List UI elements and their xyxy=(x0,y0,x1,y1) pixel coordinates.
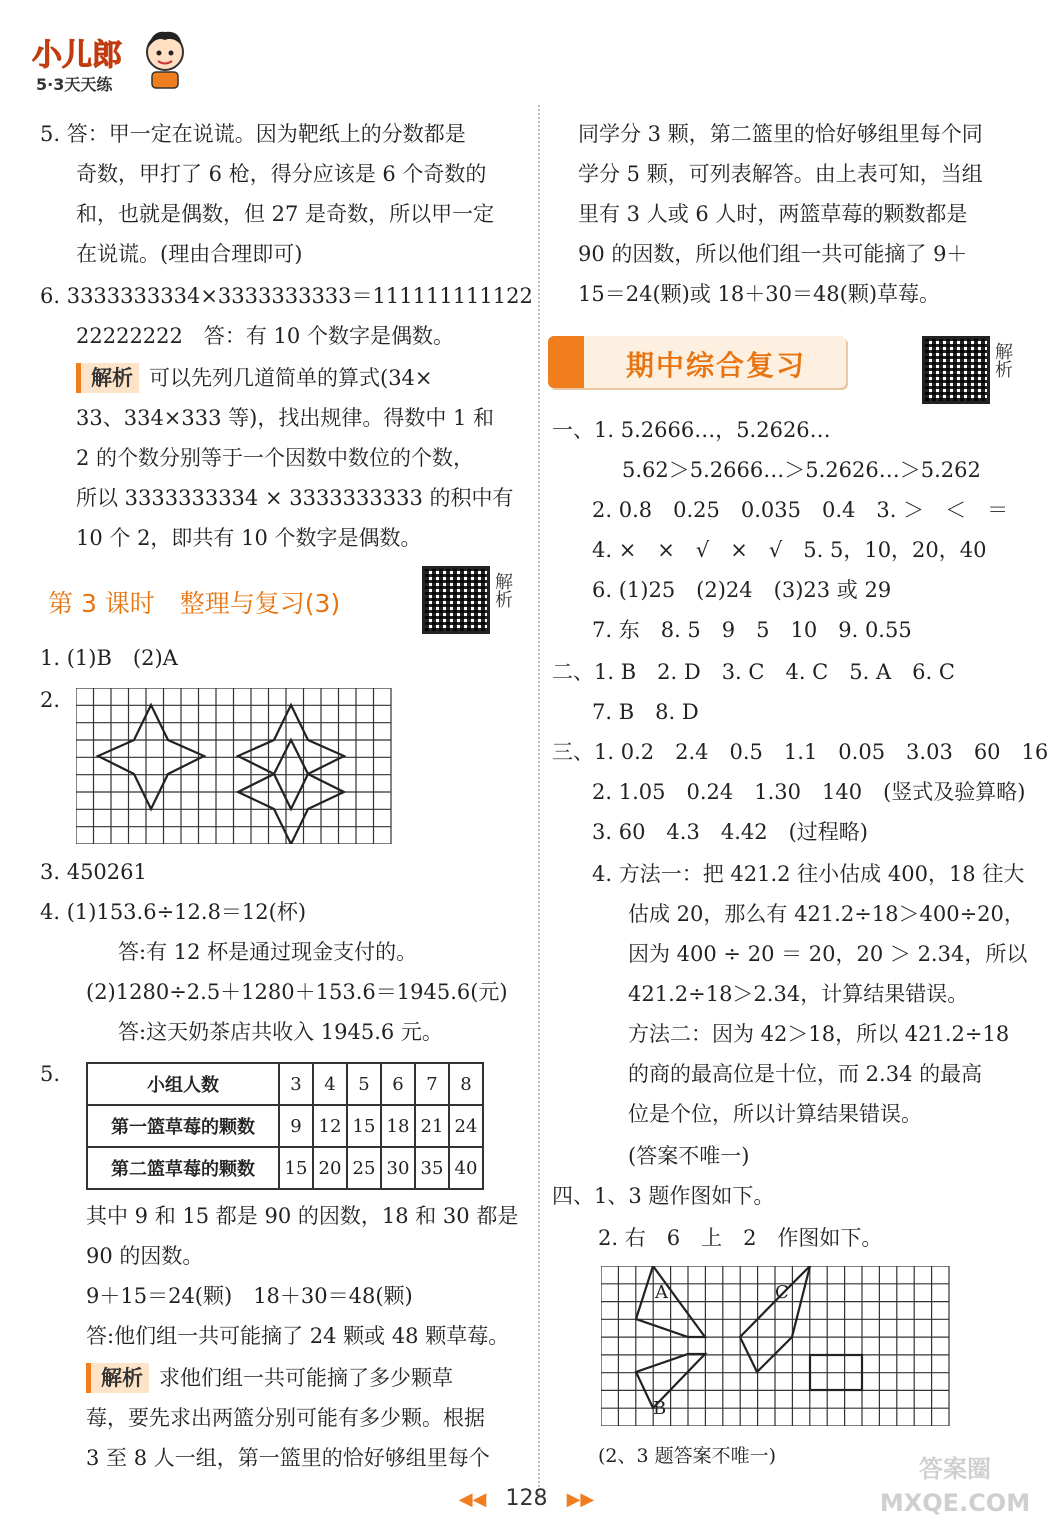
analysis-1-line-1 xyxy=(76,362,433,394)
table-cell: 18 xyxy=(381,1105,415,1147)
table-row xyxy=(87,1063,483,1105)
r-line-12: 4. 方法一：把 421.2 往小估成 400，18 往大 xyxy=(592,862,1025,886)
analysis-tag: 解析 xyxy=(86,1363,149,1393)
answer-4-line-3: (2)1280÷2.5＋1280＋153.6＝1945.6(元) xyxy=(86,980,508,1004)
watermark-text: 答案圈 MXQE.COM xyxy=(879,1455,1031,1517)
table-head: 小组人数 xyxy=(87,1063,279,1105)
q6-line-1: 6. 3333333334×3333333333＝111111111122 xyxy=(40,284,533,308)
analysis-tag: 解析 xyxy=(76,363,139,393)
r-line-8: 7. B 8. D xyxy=(592,700,699,724)
r-line-18: 位是个位，所以计算结果错误。 xyxy=(628,1102,922,1126)
cont-line-3: 里有 3 人或 6 人时，两篮草莓的颗数都是 xyxy=(578,202,968,226)
analysis-1-text: 可以先列几道简单的算式(34× xyxy=(149,366,433,390)
cont-line-5: 15＝24(颗)或 18＋30＝48(颗)草莓。 xyxy=(578,282,941,306)
table-cell: 6 xyxy=(381,1063,415,1105)
page-number: 128 xyxy=(505,1486,548,1511)
r-line-14: 因为 400 ÷ 20 ＝ 20，20 ＞ 2.34，所以 xyxy=(628,942,1028,966)
section-banner xyxy=(548,336,846,388)
q6-line-2: 22222222 答：有 10 个数字是偶数。 xyxy=(76,324,454,348)
r-line-16: 方法二：因为 42＞18，所以 421.2÷18 xyxy=(628,1022,1010,1046)
cont-line-1: 同学分 3 颗，第二篮里的恰好够组里每个同 xyxy=(578,122,983,146)
answer-4-line-1: 4. (1)153.6÷12.8＝12(杯) xyxy=(40,900,307,924)
r-line-5: 6. (1)25 (2)24 (3)23 或 29 xyxy=(592,578,892,602)
grid-label-a: A xyxy=(655,1282,668,1303)
table-cell: 20 xyxy=(313,1147,347,1189)
r-line-1: 一、1. 5.2666…，5.2626… xyxy=(552,418,831,442)
r-line-3: 2. 0.8 0.25 0.035 0.4 3. ＞ ＜ ＝ xyxy=(592,498,1009,522)
table-cell: 8 xyxy=(449,1063,483,1105)
analysis-2-line-1 xyxy=(86,1362,453,1394)
cont-line-2: 学分 5 颗，可列表解答。由上表可知，当组 xyxy=(578,162,983,186)
table-cell: 15 xyxy=(279,1147,313,1189)
qr-label: 解析 xyxy=(492,572,513,608)
q5-line-1: 5. 答：甲一定在说谎。因为靶纸上的分数都是 xyxy=(40,122,466,146)
note-text: (2、3 题答案不唯一) xyxy=(598,1445,777,1467)
table-cell: 25 xyxy=(347,1147,381,1189)
table-cell: 30 xyxy=(381,1147,415,1189)
after-table-line-2: 90 的因数。 xyxy=(86,1244,204,1268)
analysis-1-line-4: 所以 3333333334 × 3333333333 的积中有 xyxy=(76,486,514,510)
r-line-10: 2. 1.05 0.24 1.30 140 (竖式及验算略) xyxy=(592,780,1026,804)
table-cell: 12 xyxy=(313,1105,347,1147)
table-row xyxy=(87,1105,483,1147)
after-table-line-3: 9＋15＝24(颗) 18＋30＝48(颗) xyxy=(86,1284,413,1308)
r-line-17: 的商的最高位是十位，而 2.34 的最高 xyxy=(628,1062,983,1086)
table-cell: 21 xyxy=(415,1105,449,1147)
table-cell: 7 xyxy=(415,1063,449,1105)
answer-2-label: 2. xyxy=(40,688,61,712)
table-head: 第二篮草莓的颗数 xyxy=(87,1147,279,1189)
grid-figure-stars xyxy=(76,688,392,844)
strawberry-table xyxy=(86,1062,484,1190)
grid-label-c: C xyxy=(775,1282,789,1303)
r-line-6: 7. 东 8. 5 9 5 10 9. 0.55 xyxy=(592,618,912,642)
table-row xyxy=(87,1147,483,1189)
r-line-19: (答案不唯一) xyxy=(628,1144,750,1168)
table-cell: 35 xyxy=(415,1147,449,1189)
table-cell: 4 xyxy=(313,1063,347,1105)
analysis-2-line-3: 3 至 8 人一组，第一篮里的恰好够组里每个 xyxy=(86,1446,490,1470)
cont-line-4: 90 的因数，所以他们组一共可能摘了 9＋ xyxy=(578,242,968,266)
brand-logo-text: 小儿郎 xyxy=(32,38,122,73)
analysis-1-line-2: 33、334×333 等)，找出规律。得数中 1 和 xyxy=(76,406,495,430)
table-cell: 3 xyxy=(279,1063,313,1105)
next-arrow-icon: ▶▶ xyxy=(566,1489,595,1510)
answer-4-line-2: 答:有 12 杯是通过现金支付的。 xyxy=(118,940,418,964)
section-title: 第 3 课时 整理与复习(3) xyxy=(48,589,341,618)
q5-line-4: 在说谎。(理由合理即可) xyxy=(76,242,303,266)
table-cell: 24 xyxy=(449,1105,483,1147)
q5-line-2: 奇数，甲打了 6 枪，得分应该是 6 个奇数的 xyxy=(76,162,487,186)
r-line-9: 三、1. 0.2 2.4 0.5 1.1 0.05 3.03 60 16 xyxy=(552,740,1049,764)
r-line-15: 421.2÷18＞2.34，计算结果错误。 xyxy=(628,982,969,1006)
r-line-11: 3. 60 4.3 4.42 (过程略) xyxy=(592,820,868,844)
qr-code-icon-2[interactable] xyxy=(922,336,990,404)
table-cell: 15 xyxy=(347,1105,381,1147)
answer-5-label: 5. xyxy=(40,1062,61,1086)
after-table-line-1: 其中 9 和 15 都是 90 的因数，18 和 30 都是 xyxy=(86,1204,519,1228)
after-table-line-4: 答:他们组一共可能摘了 24 颗或 48 颗草莓。 xyxy=(86,1324,510,1348)
analysis-1-line-3: 2 的个数分别等于一个因数中数位的个数， xyxy=(76,446,475,470)
grid-label-b: B xyxy=(653,1398,667,1419)
answer-1: 1. (1)B (2)A xyxy=(40,646,178,670)
r-line-4: 4. × × √ × √ 5. 5，10，20，40 xyxy=(592,538,987,562)
r-line-7: 二、1. B 2. D 3. C 4. C 5. A 6. C xyxy=(552,660,955,684)
table-cell: 5 xyxy=(347,1063,381,1105)
q5-line-3: 和，也就是偶数，但 27 是奇数，所以甲一定 xyxy=(76,202,495,226)
r-line-20: 四、1、3 题作图如下。 xyxy=(552,1184,775,1208)
answer-3: 3. 450261 xyxy=(40,860,147,884)
table-cell: 40 xyxy=(449,1147,483,1189)
qr-label-2: 解析 xyxy=(992,342,1013,378)
banner-accent xyxy=(548,336,584,388)
column-divider xyxy=(538,105,540,1495)
banner-title: 期中综合复习 xyxy=(626,349,807,382)
brand-sub-text: 5·3天天练 xyxy=(36,75,113,94)
r-line-13: 估成 20，那么有 421.2÷18＞400÷20， xyxy=(628,902,1025,926)
brand-logo xyxy=(30,28,190,98)
table-head: 第一篮草莓的颗数 xyxy=(87,1105,279,1147)
analysis-2-text: 求他们组一共可能摘了多少颗草 xyxy=(159,1366,453,1390)
r-line-21: 2. 右 6 上 2 作图如下。 xyxy=(598,1226,883,1250)
answer-4-line-4: 答:这天奶茶店共收入 1945.6 元。 xyxy=(118,1020,443,1044)
prev-arrow-icon: ◀◀ xyxy=(458,1489,487,1510)
watermark xyxy=(860,1452,1050,1532)
mascot-icon xyxy=(142,28,188,90)
analysis-1-line-5: 10 个 2，即共有 10 个数字是偶数。 xyxy=(76,526,422,550)
r-line-2: 5.62＞5.2666…＞5.2626…＞5.262 xyxy=(622,458,981,482)
analysis-2-line-2: 莓，要先求出两篮分别可能有多少颗。根据 xyxy=(86,1406,485,1430)
table-cell: 9 xyxy=(279,1105,313,1147)
qr-code-icon[interactable] xyxy=(422,566,490,634)
